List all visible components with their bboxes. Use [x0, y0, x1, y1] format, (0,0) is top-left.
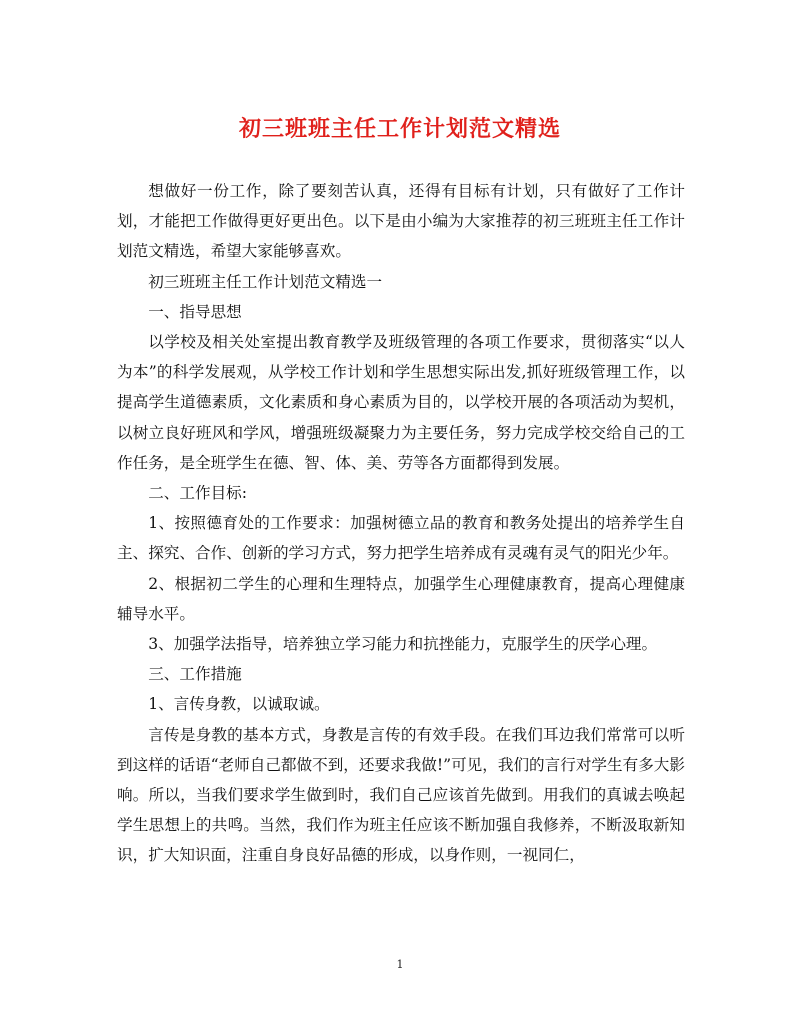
list-item: 3、加强学法指导，培养独立学习能力和抗挫能力，克服学生的厌学心理。 [148, 635, 658, 654]
section-heading: 初三班班主任工作计划范文精选一 [148, 272, 383, 291]
subsection-heading: 一、指导思想 [148, 302, 242, 321]
page-number: 1 [396, 958, 404, 971]
subsection-heading: 二、工作目标: [148, 484, 248, 503]
intro-paragraph: 想做好一份工作，除了要刻苦认真，还得有目标有计划，只有做好了工作计划，才能把工作做得更好更出色。以下是由小编为大家推荐的初三班班主任工作计划范文精选，希望大家能够喜欢。 [117, 182, 685, 261]
document-body [117, 176, 685, 871]
subsection-heading: 三、工作措施 [148, 665, 242, 684]
body-paragraph: 以学校及相关处室提出教育教学及班级管理的各项工作要求，贯彻落实“以人为本”的科学发展观，从学校工作计划和学生思想实际出发,抓好班级管理工作，以提高学生道德素质，文化素质和身心素质为目的，以学校开展的各项活动为契机，以树立良好班风和学风，增强班级凝聚力为主要任务，努力完成学校交给自己的工作任务，是全班学生在德、智、体、美、劳等各方面都得到发展。 [117, 333, 685, 472]
list-item: 1、按照德育处的工作要求：加强树德立品的教育和教务处提出的培养学生自主、探究、合作、创新的学习方式，努力把学生培养成有灵魂有灵气的阳光少年。 [117, 514, 685, 563]
list-item: 2、根据初二学生的心理和生理特点，加强学生心理健康教育，提高心理健康辅导水平。 [117, 574, 685, 623]
list-item: 1、言传身教，以诚取诚。 [148, 695, 330, 714]
document-title: 初三班班主任工作计划范文精选 [238, 116, 561, 142]
body-paragraph: 言传是身教的基本方式，身教是言传的有效手段。在我们耳边我们常常可以听到这样的话语“老师自己都做不到，还要求我做!”可见，我们的言行对学生有多大影响。所以，当我们要求学生做到时，我们自己应该首先做到。用我们的真诚去唤起学生思想上的共鸣。当然，我们作为班主任应该不断加强自我修养，不断汲取新知识，扩大知识面，注重自身良好品德的形成，以身作则，一视同仁， [117, 725, 685, 865]
